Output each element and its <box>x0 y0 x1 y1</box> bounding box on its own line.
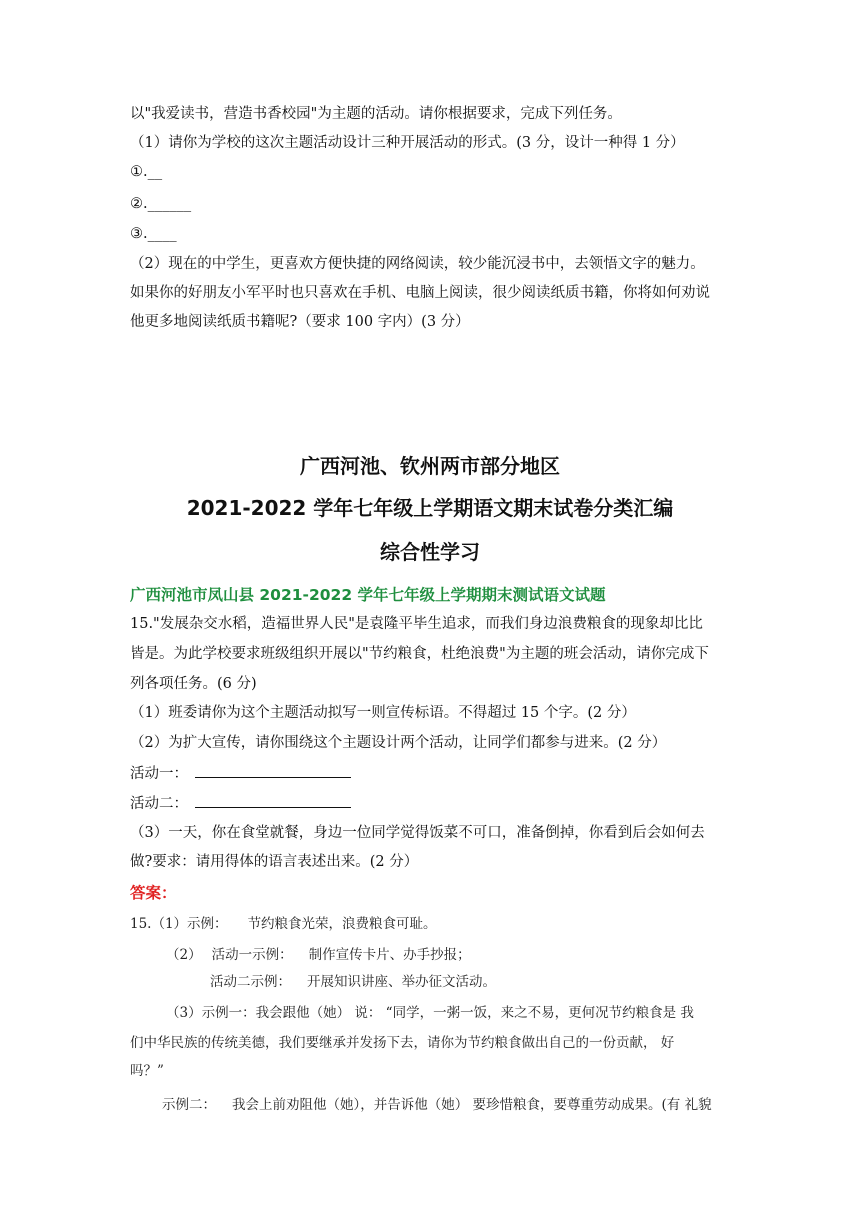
task-1-question: （1）请你为学校的这次主题活动设计三种开展活动的形式。(3 分，设计一种得 1 分） <box>130 135 685 151</box>
answer-2-text: 制作宣传卡片、办手抄报； <box>308 947 471 963</box>
answer-4 <box>162 1095 712 1115</box>
task-2-question-line-2: 如果你的好朋友小军平时也只喜欢在手机、电脑上阅读，很少阅读纸质书籍，你将如何劝说 <box>130 285 710 301</box>
activity-1-blank <box>195 763 351 778</box>
heading-line-1: 广西河池、钦州两市部分地区 <box>300 454 560 478</box>
answer-2-label: 活动一示例： <box>211 947 293 963</box>
intro-text: 以"我爱读书，营造书香校园"为主题的活动。请你根据要求，完成下列任务。 <box>130 106 622 122</box>
activity-2-blank <box>195 793 351 808</box>
answer-3-line-1: （3）示例一：我会跟他（她） 说： “同学，一粥一饭，来之不易，更何况节约粮食是 我 <box>166 1005 694 1021</box>
task-1-option-2: ②.______ <box>130 196 192 212</box>
activity-2-row <box>130 793 351 814</box>
task-2-question-line-3: 他更多地阅读纸质书籍呢?（要求 100 字内）(3 分） <box>130 314 470 330</box>
answer-4-label: 示例二： <box>162 1097 216 1113</box>
question-15-sub-1: （1）班委请你为这个主题活动拟写一则宣传标语。不得超过 15 个字。(2 分） <box>130 705 636 721</box>
answer-2-activity-2 <box>210 972 496 992</box>
activity-2-label: 活动二： <box>130 796 188 812</box>
answer-2b-label: 活动二示例： <box>210 974 291 990</box>
answer-2b-text: 开展知识讲座、举办征文活动。 <box>307 974 496 990</box>
heading-line-2: 2021-2022 学年七年级上学期语文期末试卷分类汇编 <box>186 496 674 520</box>
activity-1-row <box>130 763 351 784</box>
answer-label: 答案： <box>130 884 177 902</box>
question-15-sub-3-line-1: （3）一天，你在食堂就餐，身边一位同学觉得饭菜不可口，准备倒掉，你看到后会如何去 <box>130 825 705 841</box>
question-15-sub-3-line-2: 做?要求：请用得体的语言表述出来。(2 分） <box>130 854 419 870</box>
source-title: 广西河池市凤山县 2021-2022 学年七年级上学期期末测试语文试题 <box>130 586 606 604</box>
question-15-line-1: 15."发展杂交水稻，造福世界人民"是袁隆平毕生追求，而我们身边浪费粮食的现象却比比 <box>130 616 703 632</box>
answer-4-text: 我会上前劝阻他（她），并告诉他（她） 要珍惜粮食，要尊重劳动成果。(有 礼貌 <box>232 1097 712 1113</box>
answer-3-line-2: 们中华民族的传统美德，我们要继承并发扬下去，请你为节约粮食做出自己的一份贡献， 好 <box>130 1035 675 1051</box>
heading-line-3: 综合性学习 <box>380 540 480 564</box>
answer-3-line-3: 吗？” <box>130 1063 164 1079</box>
answer-1-text: 节约粮食光荣，浪费粮食可耻。 <box>247 916 437 932</box>
question-15-line-2: 皆是。为此学校要求班级组织开展以"节约粮食，杜绝浪费"为主题的班会活动，请你完成下 <box>130 646 709 662</box>
answer-1-number: 15.（1）示例： <box>130 916 228 932</box>
answer-2-number: （2） <box>166 947 202 963</box>
activity-1-label: 活动一： <box>130 766 188 782</box>
task-1-option-3: ③.____ <box>130 226 177 242</box>
task-2-question-line-1: （2）现在的中学生，更喜欢方便快捷的网络阅读，较少能沉浸书中，去领悟文字的魅力。 <box>130 256 705 272</box>
task-1-option-1: ①.__ <box>130 164 163 180</box>
question-15-line-3: 列各项任务。(6 分) <box>130 676 257 692</box>
answer-1 <box>130 914 437 934</box>
question-15-sub-2: （2）为扩大宣传，请你围绕这个主题设计两个活动，让同学们都参与进来。(2 分） <box>130 735 667 751</box>
answer-2-activity-1 <box>166 945 471 965</box>
